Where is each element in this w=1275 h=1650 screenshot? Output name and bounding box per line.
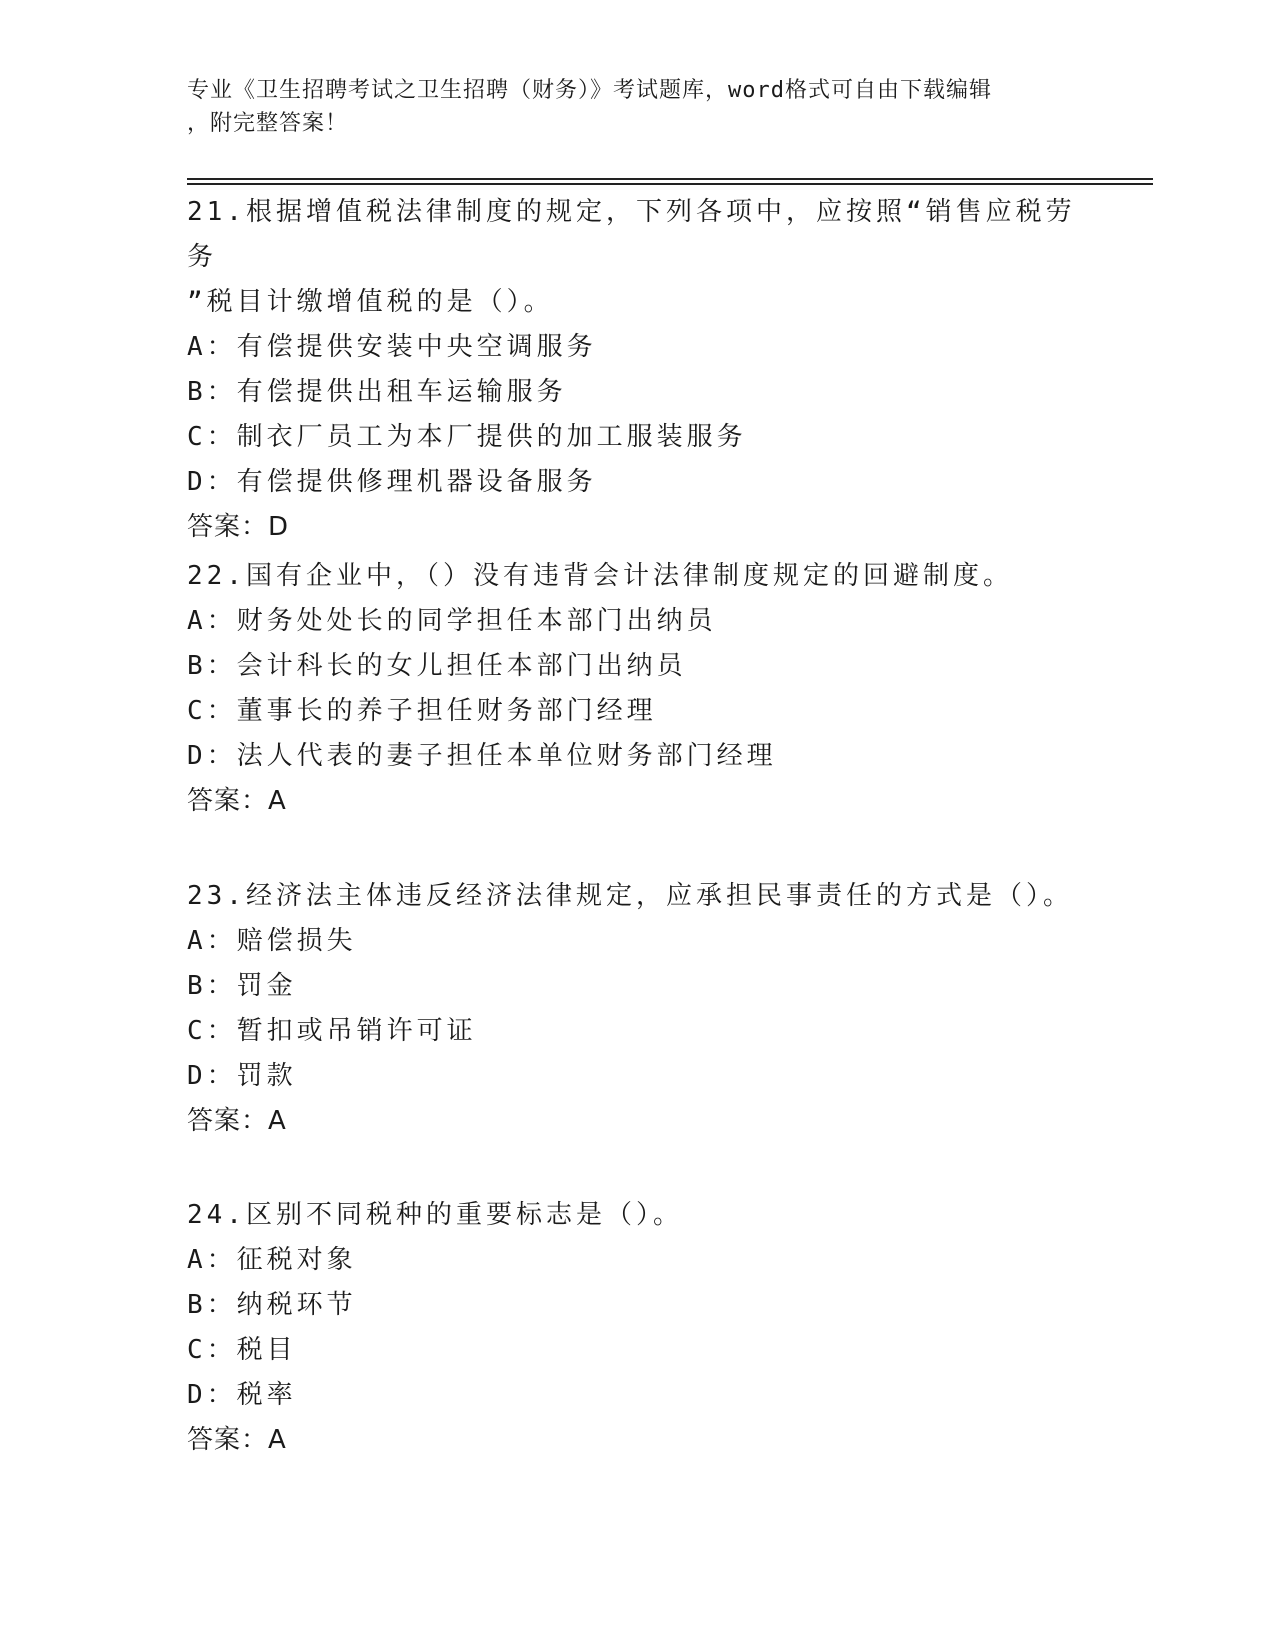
header-divider-bottom bbox=[187, 183, 1153, 185]
question-stem-continued: ”税目计缴增值税的是（）。 bbox=[187, 287, 554, 317]
option-a: A：征税对象 bbox=[187, 1245, 357, 1275]
answer: 答案：A bbox=[187, 1425, 287, 1455]
question-stem: 24.区别不同税种的重要标志是（）。 bbox=[187, 1200, 683, 1230]
option-c: C：制衣厂员工为本厂提供的加工服装服务 bbox=[187, 422, 747, 452]
option-b: B：会计科长的女儿担任本部门出纳员 bbox=[187, 651, 687, 681]
question-22 bbox=[187, 554, 1087, 824]
option-b: B：有偿提供出租车运输服务 bbox=[187, 377, 567, 407]
document-header bbox=[187, 74, 1087, 140]
option-c: C：税目 bbox=[187, 1335, 297, 1365]
option-d: D：有偿提供修理机器设备服务 bbox=[187, 467, 597, 497]
question-23 bbox=[187, 874, 1087, 1144]
option-b: B：罚金 bbox=[187, 971, 297, 1001]
question-stem: 21.根据增值税法律制度的规定，下列各项中，应按照“销售应税劳务 bbox=[187, 197, 1076, 272]
header-divider-top bbox=[187, 178, 1153, 180]
answer: 答案：A bbox=[187, 1106, 287, 1136]
answer: 答案：A bbox=[187, 786, 287, 816]
option-c: C：暂扣或吊销许可证 bbox=[187, 1016, 477, 1046]
option-b: B：纳税环节 bbox=[187, 1290, 357, 1320]
option-c: C：董事长的养子担任财务部门经理 bbox=[187, 696, 657, 726]
header-line-1: 专业《卫生招聘考试之卫生招聘（财务）》考试题库，word格式可自由下载编辑 bbox=[187, 78, 992, 103]
option-d: D：罚款 bbox=[187, 1061, 297, 1091]
question-stem: 22.国有企业中，（）没有违背会计法律制度规定的回避制度。 bbox=[187, 561, 1013, 591]
option-d: D：税率 bbox=[187, 1380, 297, 1410]
option-a: A：有偿提供安装中央空调服务 bbox=[187, 332, 597, 362]
option-a: A：赔偿损失 bbox=[187, 926, 357, 956]
option-a: A：财务处处长的同学担任本部门出纳员 bbox=[187, 606, 717, 636]
question-24 bbox=[187, 1193, 1087, 1463]
question-stem: 23.经济法主体违反经济法律规定，应承担民事责任的方式是（）。 bbox=[187, 881, 1073, 911]
question-21 bbox=[187, 190, 1087, 550]
answer: 答案：D bbox=[187, 512, 290, 542]
option-d: D：法人代表的妻子担任本单位财务部门经理 bbox=[187, 741, 777, 771]
header-line-2: ，附完整答案！ bbox=[187, 111, 349, 136]
